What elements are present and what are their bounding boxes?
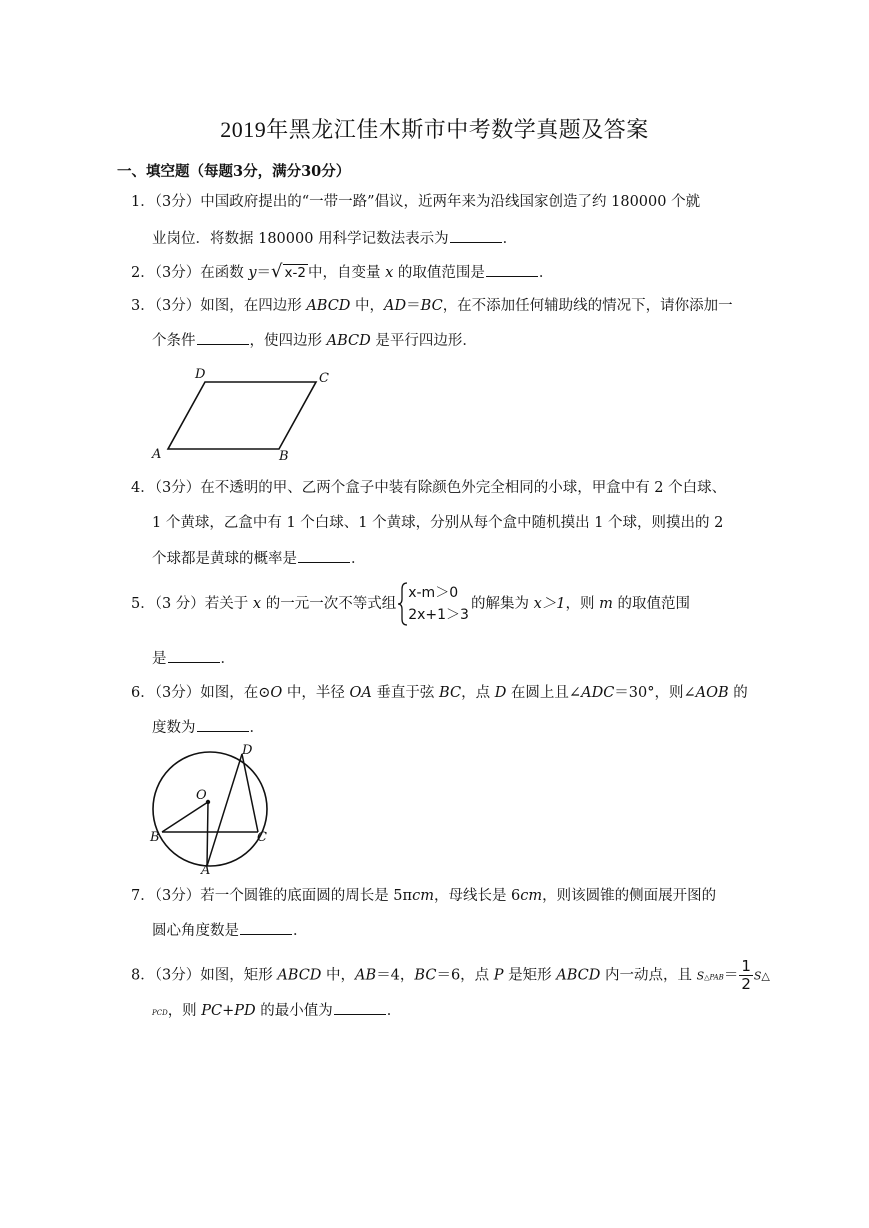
q3-line1: 3．（3分）如图，在四边形 ABCD 中，AD＝BC，在不添加任何辅助线的情况下，请你添加一: [131, 298, 733, 314]
label-b: B: [150, 830, 160, 845]
inequality-1: x-m＞0: [408, 585, 459, 601]
circle-figure: [145, 740, 275, 875]
q5-line2: 是 ．: [152, 648, 235, 669]
q7-line1: 7．（3分）若一个圆锥的底面圆的周长是 5πcm，母线长是 6cm，则该圆锥的侧面展开图的: [131, 888, 717, 904]
q1-line2: 业岗位．将数据 180000 用科学记数法表示为 ．: [152, 228, 517, 249]
q1-line1: 1．（3分）中国政府提出的“一带一路”倡议，近两年来为沿线国家创造了约 180000 个就: [131, 194, 701, 210]
q3-line2: 个条件 ，使四边形 ABCD 是平行四边形．: [152, 330, 477, 351]
label-c: C: [257, 830, 267, 845]
answer-blank: [450, 228, 502, 243]
sqrt-expression: √ x-2: [271, 261, 306, 282]
answer-blank: [197, 717, 249, 732]
answer-blank: [197, 330, 249, 345]
q8-line1: 8．（3分）如图，矩形 ABCD 中，AB＝4，BC＝6，点 P 是矩形 ABCD 内一动点，且 S△PAB＝ $\frac{1}{2}$ S△: [131, 957, 770, 993]
label-a: A: [152, 447, 162, 462]
document-title: 2019年黑龙江佳木斯市中考数学真题及答案: [220, 117, 649, 142]
label-d: D: [242, 743, 253, 758]
answer-blank: [240, 920, 292, 935]
segment-dc: [242, 754, 258, 832]
parallelogram-figure: [145, 360, 345, 465]
answer-blank: [486, 262, 538, 277]
segment-ad: [207, 754, 242, 866]
q5-line1: 5．（3 分）若关于 x 的一元一次不等式组 x-m＞0 2x+1＞3 的解集为 x＞1，则 m 的取值范围: [131, 582, 690, 626]
q2-line: 2．（3分）在函数 y＝√ x-2 中，自变量 x 的取值范围是 ．: [131, 261, 554, 282]
label-d: D: [195, 367, 206, 382]
answer-blank: [334, 1000, 386, 1015]
q4-line3: 个球都是黄球的概率是 ．: [152, 548, 366, 569]
q6-line1: 6．（3分）如图，在⊙O 中，半径 OA 垂直于弦 BC，点 D 在圆上且∠ADC＝30°，则∠AOB 的: [131, 685, 748, 701]
segment-ob: [162, 802, 208, 832]
q4-line1: 4．（3分）在不透明的甲、乙两个盒子中装有除颜色外完全相同的小球，甲盒中有 2 个白球、: [131, 480, 727, 496]
fraction-one-half: $\frac{1}{2}$: [741, 957, 751, 993]
answer-blank: [168, 648, 220, 663]
label-o: O: [196, 788, 207, 803]
inequality-2: 2x+1＞3: [408, 607, 469, 623]
label-c: C: [319, 371, 329, 386]
label-a: A: [201, 863, 211, 875]
answer-blank: [298, 548, 350, 563]
parallelogram-shape: [168, 382, 316, 449]
section-heading: 一、填空题（每题3分，满分30分）: [117, 163, 351, 180]
q7-line2: 圆心角度数是 ．: [152, 920, 308, 941]
circle-o: [153, 752, 267, 866]
inequality-system: [398, 582, 469, 626]
q4-line2: 1 个黄球，乙盒中有 1 个白球、1 个黄球，分别从每个盒中随机摸出 1 个球，则摸出的 2: [152, 515, 724, 531]
radius-oa: [207, 802, 208, 866]
q8-line2: PCD，则 PC+PD 的最小值为 ．: [152, 1000, 401, 1023]
label-b: B: [279, 449, 289, 464]
q6-line2: 度数为 ．: [152, 717, 264, 738]
